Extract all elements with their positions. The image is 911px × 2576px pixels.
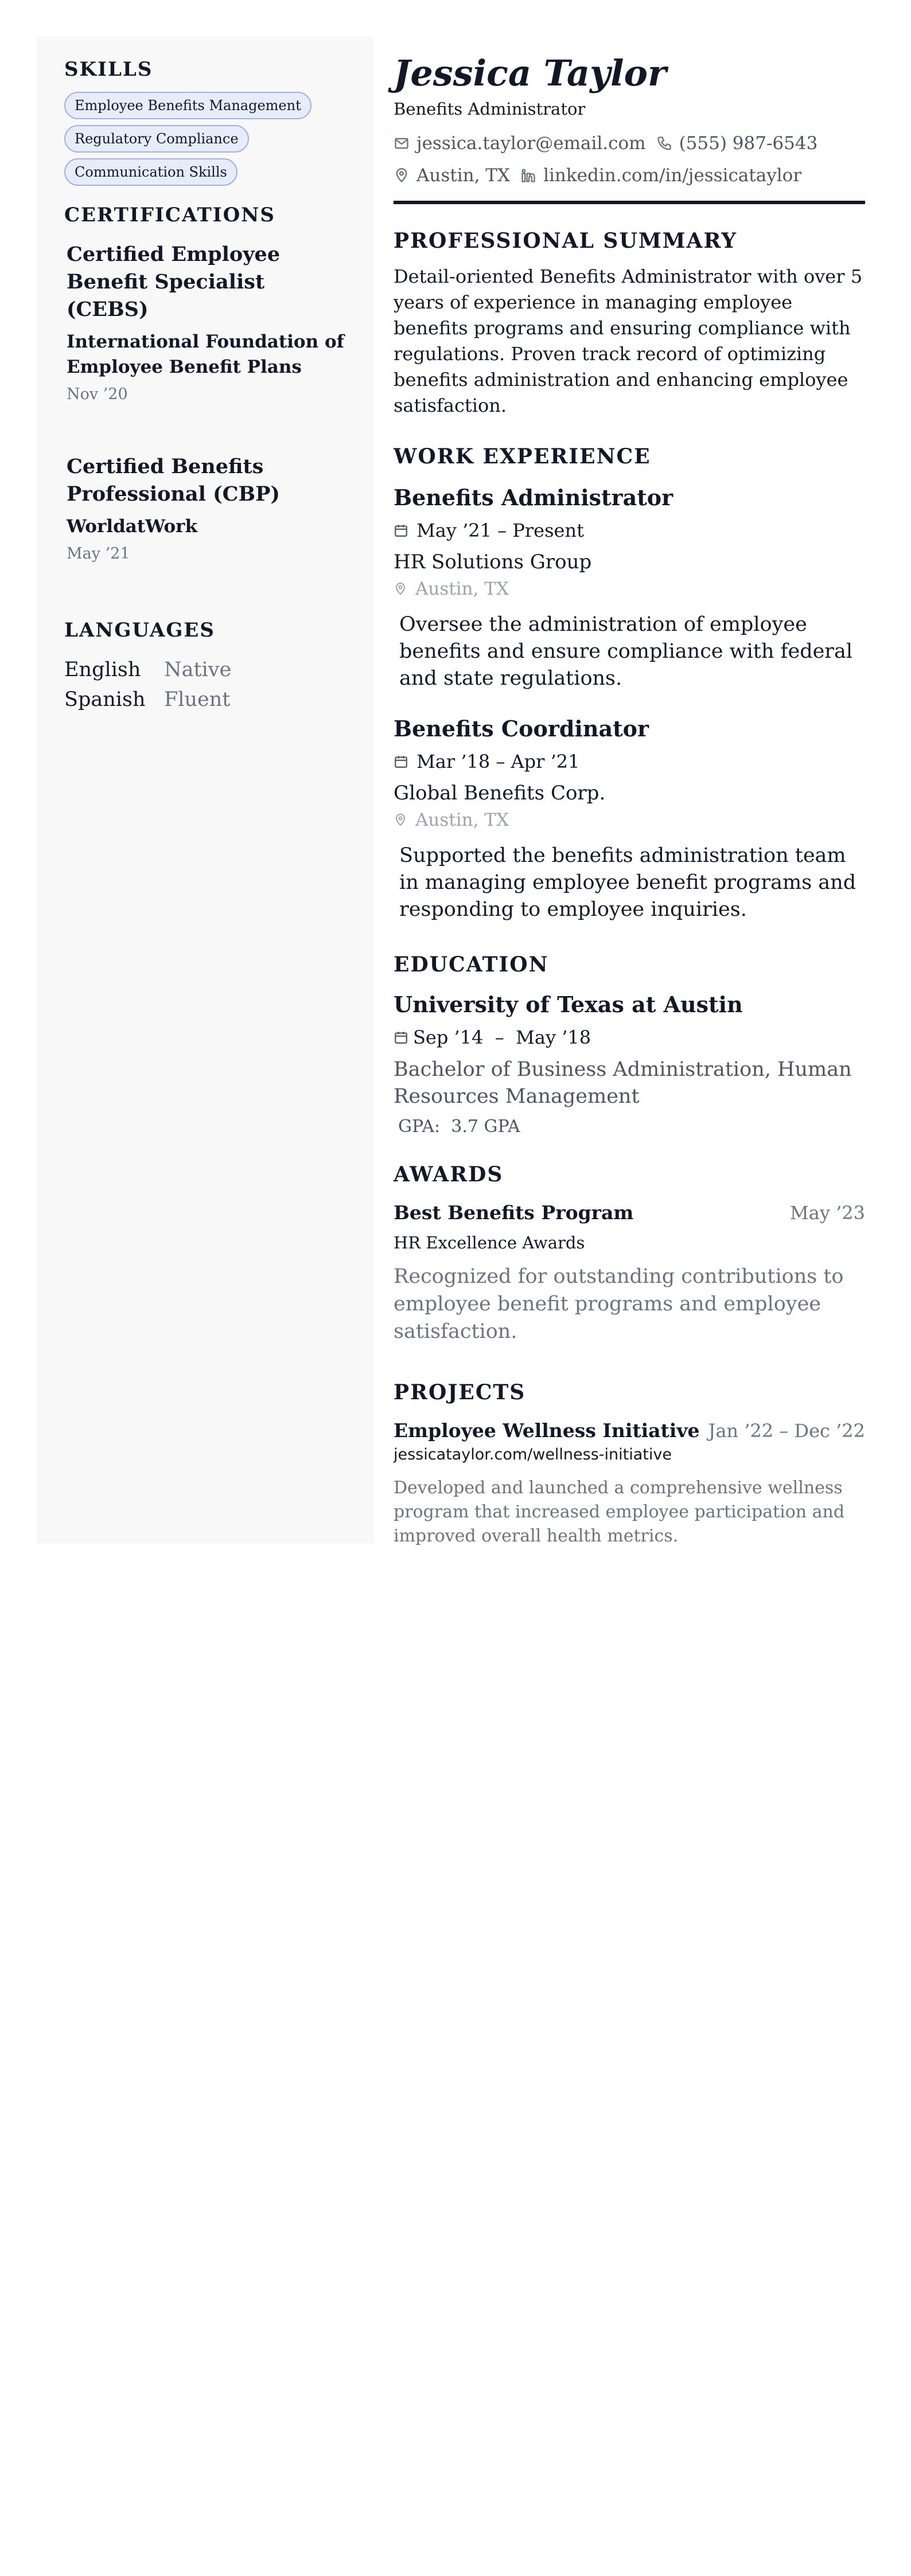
location-item	[394, 163, 510, 188]
education-heading: EDUCATION	[394, 953, 549, 977]
project-dates: Jan ’22 – Dec ’22	[708, 1420, 865, 1442]
education-dates-text: Sep ’14 – May ’18	[413, 1027, 591, 1048]
language-row	[64, 685, 347, 715]
job-location-text: Austin, TX	[415, 810, 509, 830]
location-pin-icon	[394, 813, 407, 827]
phone-item[interactable]	[656, 131, 818, 156]
job-location	[394, 808, 865, 832]
award-title: Best Benefits Program	[394, 1201, 634, 1224]
certification-date: Nov ’20	[67, 385, 128, 403]
award-description: Recognized for outstanding contributions to employee benefit programs and employee satisfaction.	[394, 1265, 844, 1343]
project-link[interactable]: jessicataylor.com/wellness-initiative	[394, 1446, 672, 1463]
skills-list	[64, 92, 347, 186]
candidate-role: Benefits Administrator	[394, 99, 586, 119]
calendar-icon	[394, 523, 408, 538]
job-title: Benefits Administrator	[394, 485, 673, 510]
linkedin-icon	[520, 167, 536, 184]
award-issuer: HR Excellence Awards	[394, 1233, 585, 1252]
project-title: Employee Wellness Initiative	[394, 1419, 700, 1442]
linkedin-item[interactable]	[520, 163, 801, 188]
job-dates	[394, 517, 865, 544]
summary-heading: PROFESSIONAL SUMMARY	[394, 229, 737, 253]
skill-tag: Regulatory Compliance	[64, 125, 249, 153]
award-entry	[394, 1200, 865, 1345]
language-name: Spanish	[64, 688, 146, 711]
job-company: HR Solutions Group	[394, 551, 592, 573]
certifications-section	[64, 202, 347, 564]
certification-issuer: International Foundation of Employee Benefit Plans	[67, 331, 344, 377]
email-item[interactable]	[394, 131, 646, 156]
candidate-name: Jessica Taylor	[394, 52, 667, 94]
language-row	[64, 655, 347, 685]
contact-info	[394, 131, 865, 188]
job-location	[394, 577, 865, 601]
calendar-icon	[394, 754, 408, 769]
calendar-icon	[394, 1030, 408, 1045]
location-text: Austin, TX	[416, 165, 511, 186]
language-name: English	[64, 658, 141, 681]
skills-heading: SKILLS	[64, 58, 153, 81]
job-dates	[394, 748, 865, 775]
job-title: Benefits Coordinator	[394, 716, 649, 741]
experience-heading: WORK EXPERIENCE	[394, 444, 651, 469]
job-dates-text: May ’21 – Present	[416, 520, 584, 541]
job-location-text: Austin, TX	[415, 579, 509, 599]
phone-text: (555) 987-6543	[679, 133, 818, 154]
language-level: Native	[164, 658, 232, 681]
job-company: Global Benefits Corp.	[394, 782, 606, 805]
skill-tag: Employee Benefits Management	[64, 92, 312, 119]
certification-issuer: WorldatWork	[67, 516, 197, 537]
project-entry	[394, 1418, 865, 1548]
location-pin-icon	[394, 582, 407, 596]
languages-list	[64, 655, 347, 715]
education-degree: Bachelor of Business Administration, Human Resources Management	[394, 1058, 852, 1108]
main-content	[394, 52, 865, 1548]
language-level: Fluent	[164, 688, 231, 711]
certifications-heading: CERTIFICATIONS	[64, 204, 275, 227]
awards-heading: AWARDS	[394, 1162, 504, 1186]
languages-heading: LANGUAGES	[64, 619, 215, 642]
languages-section	[64, 617, 347, 715]
certification-name: Certified Benefits Professional (CBP)	[67, 455, 280, 506]
education-gpa: GPA: 3.7 GPA	[398, 1117, 520, 1137]
job-dates-text: Mar ’18 – Apr ’21	[416, 751, 580, 772]
phone-icon	[656, 135, 672, 151]
education-dates	[394, 1024, 865, 1051]
job-description: Supported the benefits administration team in managing employee benefit programs and responding to employee inquiries.	[399, 844, 857, 921]
skill-tag: Communication Skills	[64, 158, 238, 186]
award-date: May ’23	[790, 1202, 865, 1224]
certification-item	[64, 241, 347, 405]
linkedin-text: linkedin.com/in/jessicataylor	[543, 165, 802, 186]
mail-icon	[394, 135, 410, 151]
certification-item	[64, 453, 347, 564]
certification-date: May ’21	[67, 545, 130, 563]
job-entry	[394, 483, 865, 692]
email-text: jessica.taylor@email.com	[416, 133, 646, 154]
location-pin-icon	[394, 167, 410, 184]
header-divider	[394, 201, 865, 204]
job-entry	[394, 714, 865, 923]
projects-heading: PROJECTS	[394, 1380, 526, 1404]
sidebar	[37, 37, 374, 1544]
education-school: University of Texas at Austin	[394, 992, 743, 1017]
summary-text: Detail-oriented Benefits Administrator with over 5 years of experience in managing employee benefits programs and ensuring compliance with regulations. Proven track record of optimizing benefits administration and enhancing employee satisfaction.	[394, 266, 863, 416]
project-description: Developed and launched a comprehensive wellness program that increased employee participation and improved overall health metrics.	[394, 1478, 845, 1546]
certification-name: Certified Employee Benefit Specialist (CEBS)	[67, 243, 281, 321]
job-description: Oversee the administration of employee benefits and ensure compliance with federal and state regulations.	[399, 613, 853, 690]
